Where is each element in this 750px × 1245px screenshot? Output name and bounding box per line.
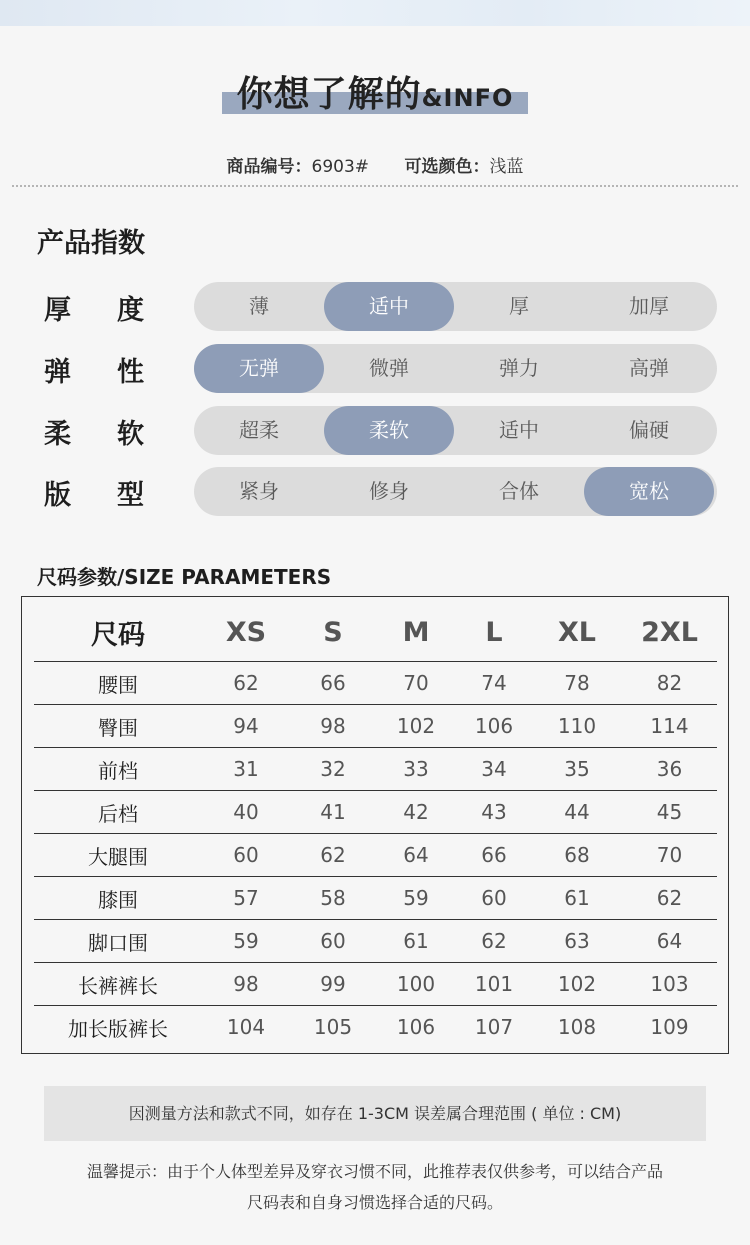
table-cell: 59: [376, 877, 456, 920]
index-option: 修身: [369, 479, 409, 503]
size-header-cell: XS: [202, 603, 290, 662]
table-cell: 98: [202, 963, 290, 1006]
size-header-cell: M: [376, 603, 456, 662]
row-label: 腰围: [34, 662, 202, 705]
table-cell: 44: [532, 791, 622, 834]
size-params-title: 尺码参数/SIZE PARAMETERS: [37, 565, 332, 589]
table-cell: 36: [622, 748, 717, 791]
product-meta: [0, 152, 750, 177]
table-cell: 64: [376, 834, 456, 877]
row-label: 后档: [34, 791, 202, 834]
index-option: 加厚: [629, 294, 669, 318]
table-cell: 98: [290, 705, 376, 748]
tip-line-1: 温馨提示：由于个人体型差异及穿衣习惯不同，此推荐表仅供参考，可以结合产品: [86, 1162, 663, 1181]
table-row: [34, 963, 717, 1006]
table-cell: 101: [456, 963, 532, 1006]
table-cell: 60: [202, 834, 290, 877]
table-cell: 99: [290, 963, 376, 1006]
measurement-note: 因测量方法和款式不同，如存在 1-3CM 误差属合理范围 ( 单位 : CM): [44, 1086, 706, 1141]
color-label: 可选颜色：: [404, 157, 490, 177]
table-cell: 74: [456, 662, 532, 705]
table-cell: 108: [557, 1015, 597, 1039]
table-cell: 33: [376, 748, 456, 791]
table-row: [34, 791, 717, 834]
table-row: [34, 662, 717, 705]
table-cell: 40: [202, 791, 290, 834]
table-cell: 59: [202, 920, 290, 963]
table-cell: 57: [202, 877, 290, 920]
index-option-selected: 无弹: [194, 344, 324, 393]
table-cell: 45: [622, 791, 717, 834]
index-row: [0, 467, 750, 517]
row-label: 大腿围: [34, 834, 202, 877]
table-cell: 42: [376, 791, 456, 834]
index-row-label: [44, 473, 144, 512]
table-cell: 106: [456, 705, 532, 748]
table-cell: 31: [202, 748, 290, 791]
table-cell: 62: [456, 920, 532, 963]
table-row: [34, 1006, 717, 1049]
row-label: 膝围: [34, 877, 202, 920]
index-option: 微弹: [369, 356, 409, 380]
table-cell: 43: [456, 791, 532, 834]
table-cell: 114: [622, 705, 717, 748]
index-option: 高弹: [629, 356, 669, 380]
index-option-selected: 柔软: [324, 406, 454, 455]
row-label: 前档: [34, 748, 202, 791]
index-option-track: [194, 344, 717, 393]
table-cell: 63: [532, 920, 622, 963]
size-table-header: [34, 603, 717, 662]
size-header-cell: XL: [532, 603, 622, 662]
index-option-track: [194, 282, 717, 331]
title-en: &INFO: [421, 84, 514, 112]
index-option: 偏硬: [629, 418, 669, 442]
page-title: [0, 62, 750, 122]
table-cell: 106: [396, 1015, 436, 1039]
index-row: [0, 406, 750, 456]
index-label-char: 弹: [44, 357, 71, 388]
index-label-char: 版: [44, 480, 71, 511]
index-label-char: 度: [117, 295, 144, 326]
table-cell: 60: [290, 920, 376, 963]
table-cell: 103: [622, 963, 717, 1006]
index-option: 紧身: [239, 479, 279, 503]
table-cell: 66: [290, 662, 376, 705]
table-cell: 62: [290, 834, 376, 877]
table-cell: 62: [622, 877, 717, 920]
table-cell: 34: [456, 748, 532, 791]
table-cell: 78: [532, 662, 622, 705]
index-label-char: 柔: [44, 419, 71, 450]
size-header-label: 尺码: [34, 603, 202, 662]
title-cn: 你想了解的: [236, 74, 422, 115]
table-cell: 110: [532, 705, 622, 748]
size-header-cell: S: [290, 603, 376, 662]
product-code-label: 商品编号：: [226, 157, 312, 177]
table-cell: 94: [202, 705, 290, 748]
table-cell: 60: [456, 877, 532, 920]
table-cell: 107: [474, 1015, 514, 1039]
index-label-char: 型: [117, 480, 144, 511]
index-option: 合体: [499, 479, 539, 503]
index-row: [0, 344, 750, 394]
index-option: 弹力: [499, 356, 539, 380]
index-row: [0, 282, 750, 332]
table-cell: 104: [226, 1015, 266, 1039]
index-option-track: [194, 406, 717, 455]
table-cell: 32: [290, 748, 376, 791]
table-cell: 70: [376, 662, 456, 705]
row-label: 脚口围: [34, 920, 202, 963]
row-label: 长裤裤长: [34, 963, 202, 1006]
table-cell: 100: [376, 963, 456, 1006]
index-option: 超柔: [239, 418, 279, 442]
table-cell: 66: [456, 834, 532, 877]
index-option-selected: 适中: [324, 282, 454, 331]
table-cell: 35: [532, 748, 622, 791]
size-header-cell: L: [456, 603, 532, 662]
table-cell: 64: [622, 920, 717, 963]
color-value: 浅蓝: [489, 157, 524, 177]
table-cell: 61: [376, 920, 456, 963]
table-row: [34, 834, 717, 877]
index-option: 厚: [509, 294, 529, 318]
row-label: 加长版裤长: [68, 1016, 168, 1041]
index-option-selected: 宽松: [584, 467, 714, 516]
table-cell: 58: [290, 877, 376, 920]
table-cell: 82: [622, 662, 717, 705]
warm-tip: [40, 1156, 710, 1218]
table-row: [34, 877, 717, 920]
index-label-char: 厚: [44, 295, 71, 326]
tip-line-2: 尺码表和自身习惯选择合适的尺码。: [246, 1193, 503, 1212]
table-row: [34, 705, 717, 748]
table-cell: 105: [313, 1015, 353, 1039]
table-cell: 109: [650, 1015, 689, 1039]
product-index-title: 产品指数: [37, 228, 145, 259]
index-row-label: [44, 350, 144, 389]
table-row: [34, 920, 717, 963]
index-option: 薄: [249, 294, 269, 318]
size-table: [34, 603, 717, 1048]
table-cell: 70: [622, 834, 717, 877]
size-header-cell: 2XL: [622, 603, 717, 662]
index-row-label: [44, 288, 144, 327]
table-cell: 102: [376, 705, 456, 748]
table-cell: 68: [532, 834, 622, 877]
table-cell: 61: [532, 877, 622, 920]
row-label: 臀围: [34, 705, 202, 748]
top-decorative-band: [0, 0, 750, 26]
index-label-char: 软: [117, 419, 144, 450]
table-cell: 62: [202, 662, 290, 705]
table-cell: 41: [290, 791, 376, 834]
index-label-char: 性: [117, 357, 144, 388]
table-row: [34, 748, 717, 791]
table-cell: 102: [532, 963, 622, 1006]
product-code-value: 6903#: [311, 157, 370, 177]
index-option-track: [194, 467, 717, 516]
dotted-divider: [12, 185, 738, 187]
size-table-box: [21, 596, 729, 1054]
index-option: 适中: [499, 418, 539, 442]
index-row-label: [44, 412, 144, 451]
